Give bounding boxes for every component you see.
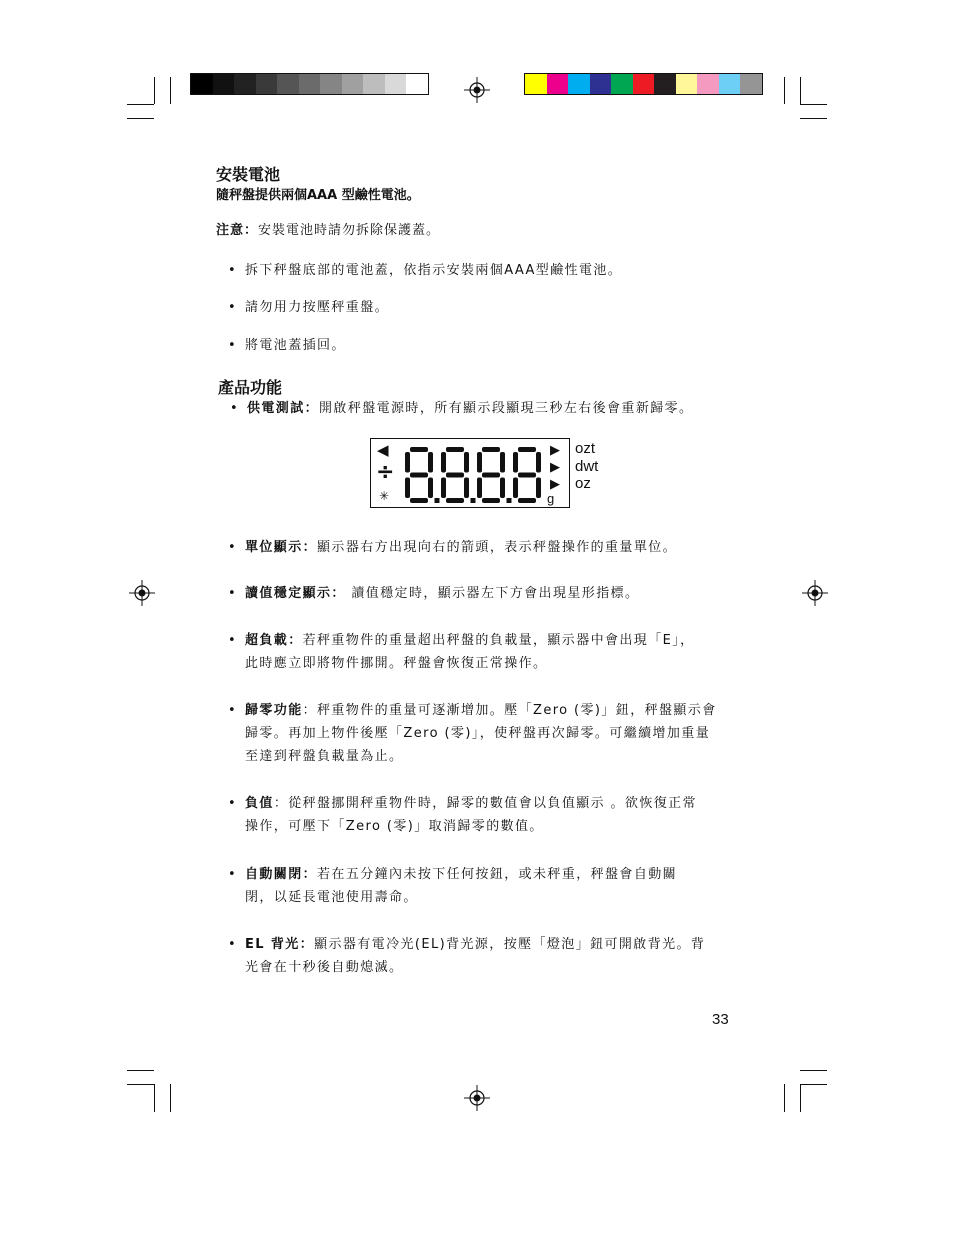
lcd-segment (518, 473, 536, 478)
bullet-icon: • (228, 796, 236, 811)
battery-note (216, 219, 440, 242)
lcd-decimal-point (471, 498, 476, 503)
gray-swatch (191, 74, 213, 94)
lcd-segment (405, 452, 410, 473)
gray-swatch (213, 74, 235, 94)
item-text: 操作，可壓下「Zero (零)」取消歸零的數值。 (245, 819, 544, 834)
item-label: 歸零功能 (245, 703, 303, 718)
color-swatch (590, 74, 612, 94)
gray-calibration-bar (190, 73, 429, 95)
right-arrow-icon: ▶ (550, 477, 560, 492)
overload-item (245, 629, 745, 675)
divide-icon: ÷ (376, 460, 395, 485)
lcd-segment (500, 452, 505, 473)
item-label: 負值 (245, 796, 274, 811)
lcd-segment (405, 478, 410, 499)
item-text: ：秤重物件的重量可逐漸增加。壓「Zero (零)」鈕，秤盤顯示會 (302, 703, 717, 718)
lcd-segment (482, 473, 500, 478)
battery-step: 拆下秤盤底部的電池蓋，依指示安裝兩個AAA型鹼性電池。 (245, 263, 623, 278)
lcd-segment (513, 452, 518, 473)
negative-value-item (245, 792, 745, 838)
page-number: 33 (712, 1011, 729, 1028)
item-text: 若秤重物件的重量超出秤盤的負載量，顯示器中會出現「E」， (302, 633, 695, 648)
lcd-segment (477, 478, 482, 499)
item-text: 光會在十秒後自動熄滅。 (245, 960, 404, 975)
bullet-icon: • (228, 586, 236, 601)
lcd-segment (428, 478, 433, 499)
lcd-segment (410, 498, 428, 503)
unit-ozt: ozt (575, 440, 596, 457)
item-label: 讀值穩定顯示： (245, 586, 346, 601)
unit-dwt: dwt (575, 458, 599, 475)
item-text: 閉，以延長電池使用壽命。 (245, 890, 418, 905)
power-test-item (247, 397, 747, 420)
item-label: EL 背光： (245, 937, 315, 952)
battery-section-subtitle: 隨秤盤提供兩個AAA 型鹼性電池。 (216, 188, 420, 203)
gray-swatch (385, 74, 407, 94)
gray-swatch (320, 74, 342, 94)
bullet-icon: • (228, 540, 236, 555)
features-section-title: 產品功能 (218, 378, 283, 397)
lcd-segment (464, 478, 469, 499)
item-text: 顯示器有電冷光(EL)背光源，按壓「燈泡」鈕可開啟背光。背 (314, 937, 706, 952)
lcd-segment (536, 478, 541, 499)
item-label: 單位顯示： (245, 540, 318, 555)
unit-display-item (245, 536, 745, 559)
note-label: 注意： (216, 223, 259, 238)
lcd-segment (477, 452, 482, 473)
color-swatch (676, 74, 698, 94)
lcd-decimal-point (435, 498, 440, 503)
bullet-icon: • (230, 401, 238, 416)
lcd-segment (446, 473, 464, 478)
bullet-icon: • (228, 937, 236, 952)
item-label: 超負載： (245, 633, 303, 648)
lcd-display (370, 438, 570, 508)
bullet-icon: • (228, 633, 236, 648)
color-calibration-bar (524, 73, 763, 95)
color-swatch (547, 74, 569, 94)
left-arrow-icon: ◀ (377, 441, 389, 459)
item-label: 自動關閉： (245, 867, 318, 882)
color-swatch (654, 74, 676, 94)
battery-step: 請勿用力按壓秤重盤。 (245, 300, 390, 315)
lcd-segment (441, 478, 446, 499)
lcd-segment (441, 452, 446, 473)
color-swatch (525, 74, 547, 94)
lcd-segment (464, 452, 469, 473)
gray-swatch (277, 74, 299, 94)
item-text: ：從秤盤挪開秤重物件時，歸零的數值會以負值顯示 。欲恢復正常 (273, 796, 697, 811)
color-swatch (611, 74, 633, 94)
lcd-segment (410, 447, 428, 452)
gray-swatch (363, 74, 385, 94)
bullet-icon: • (228, 263, 236, 278)
seven-segment-digits (403, 445, 545, 505)
lcd-segment (500, 478, 505, 499)
gray-swatch (299, 74, 321, 94)
color-swatch (697, 74, 719, 94)
el-backlight-item (245, 933, 745, 979)
lcd-segment (446, 498, 464, 503)
item-text: 讀值穩定時，顯示器左下方會出現星形指標。 (345, 586, 640, 601)
gray-swatch (234, 74, 256, 94)
item-text: 顯示器右方出現向右的箭頭，表示秤盤操作的重量單位。 (317, 540, 678, 555)
lcd-decimal-point (507, 498, 512, 503)
lcd-segment (518, 498, 536, 503)
gray-swatch (256, 74, 278, 94)
stable-display-item (245, 582, 745, 605)
gray-swatch (406, 74, 428, 94)
unit-g: g (547, 491, 555, 506)
item-label: 供電測試： (247, 401, 320, 416)
battery-step: 將電池蓋插回。 (245, 338, 346, 353)
color-swatch (568, 74, 590, 94)
lcd-segment (428, 452, 433, 473)
bullet-icon: • (228, 338, 236, 353)
auto-off-item (245, 863, 745, 909)
registration-mark-icon (129, 580, 155, 606)
color-swatch (633, 74, 655, 94)
gray-swatch (342, 74, 364, 94)
lcd-segment (482, 498, 500, 503)
right-arrow-icon: ▶ (550, 460, 560, 475)
lcd-segment (482, 447, 500, 452)
lcd-segment (410, 473, 428, 478)
registration-mark-icon (802, 580, 828, 606)
zero-function-item (245, 699, 745, 768)
right-arrow-icon: ▶ (550, 443, 560, 458)
color-swatch (740, 74, 762, 94)
bullet-icon: • (228, 300, 236, 315)
stable-star-icon: ✳ (379, 489, 390, 503)
lcd-segment (446, 447, 464, 452)
item-text: 開啟秤盤電源時，所有顯示段顯現三秒左右後會重新歸零。 (319, 401, 694, 416)
lcd-segment (536, 452, 541, 473)
unit-oz: oz (575, 475, 591, 492)
battery-section-title: 安裝電池 (216, 165, 281, 184)
note-text: 安裝電池時請勿拆除保護蓋。 (258, 223, 441, 238)
item-text: 至達到秤盤負載量為止。 (245, 749, 404, 764)
item-text: 若在五分鐘內未按下任何按鈕，或未秤重，秤盤會自動關 (317, 867, 678, 882)
color-swatch (719, 74, 741, 94)
lcd-segment (518, 447, 536, 452)
bullet-icon: • (228, 867, 236, 882)
registration-mark-icon (464, 1085, 490, 1111)
item-text: 此時應立即將物件挪開。秤盤會恢復正常操作。 (245, 656, 548, 671)
item-text: 歸零。再加上物件後壓「Zero (零)」，使秤盤再次歸零。可繼續增加重量 (245, 726, 711, 741)
registration-mark-icon (464, 77, 490, 103)
bullet-icon: • (228, 703, 236, 718)
lcd-segment (513, 478, 518, 499)
